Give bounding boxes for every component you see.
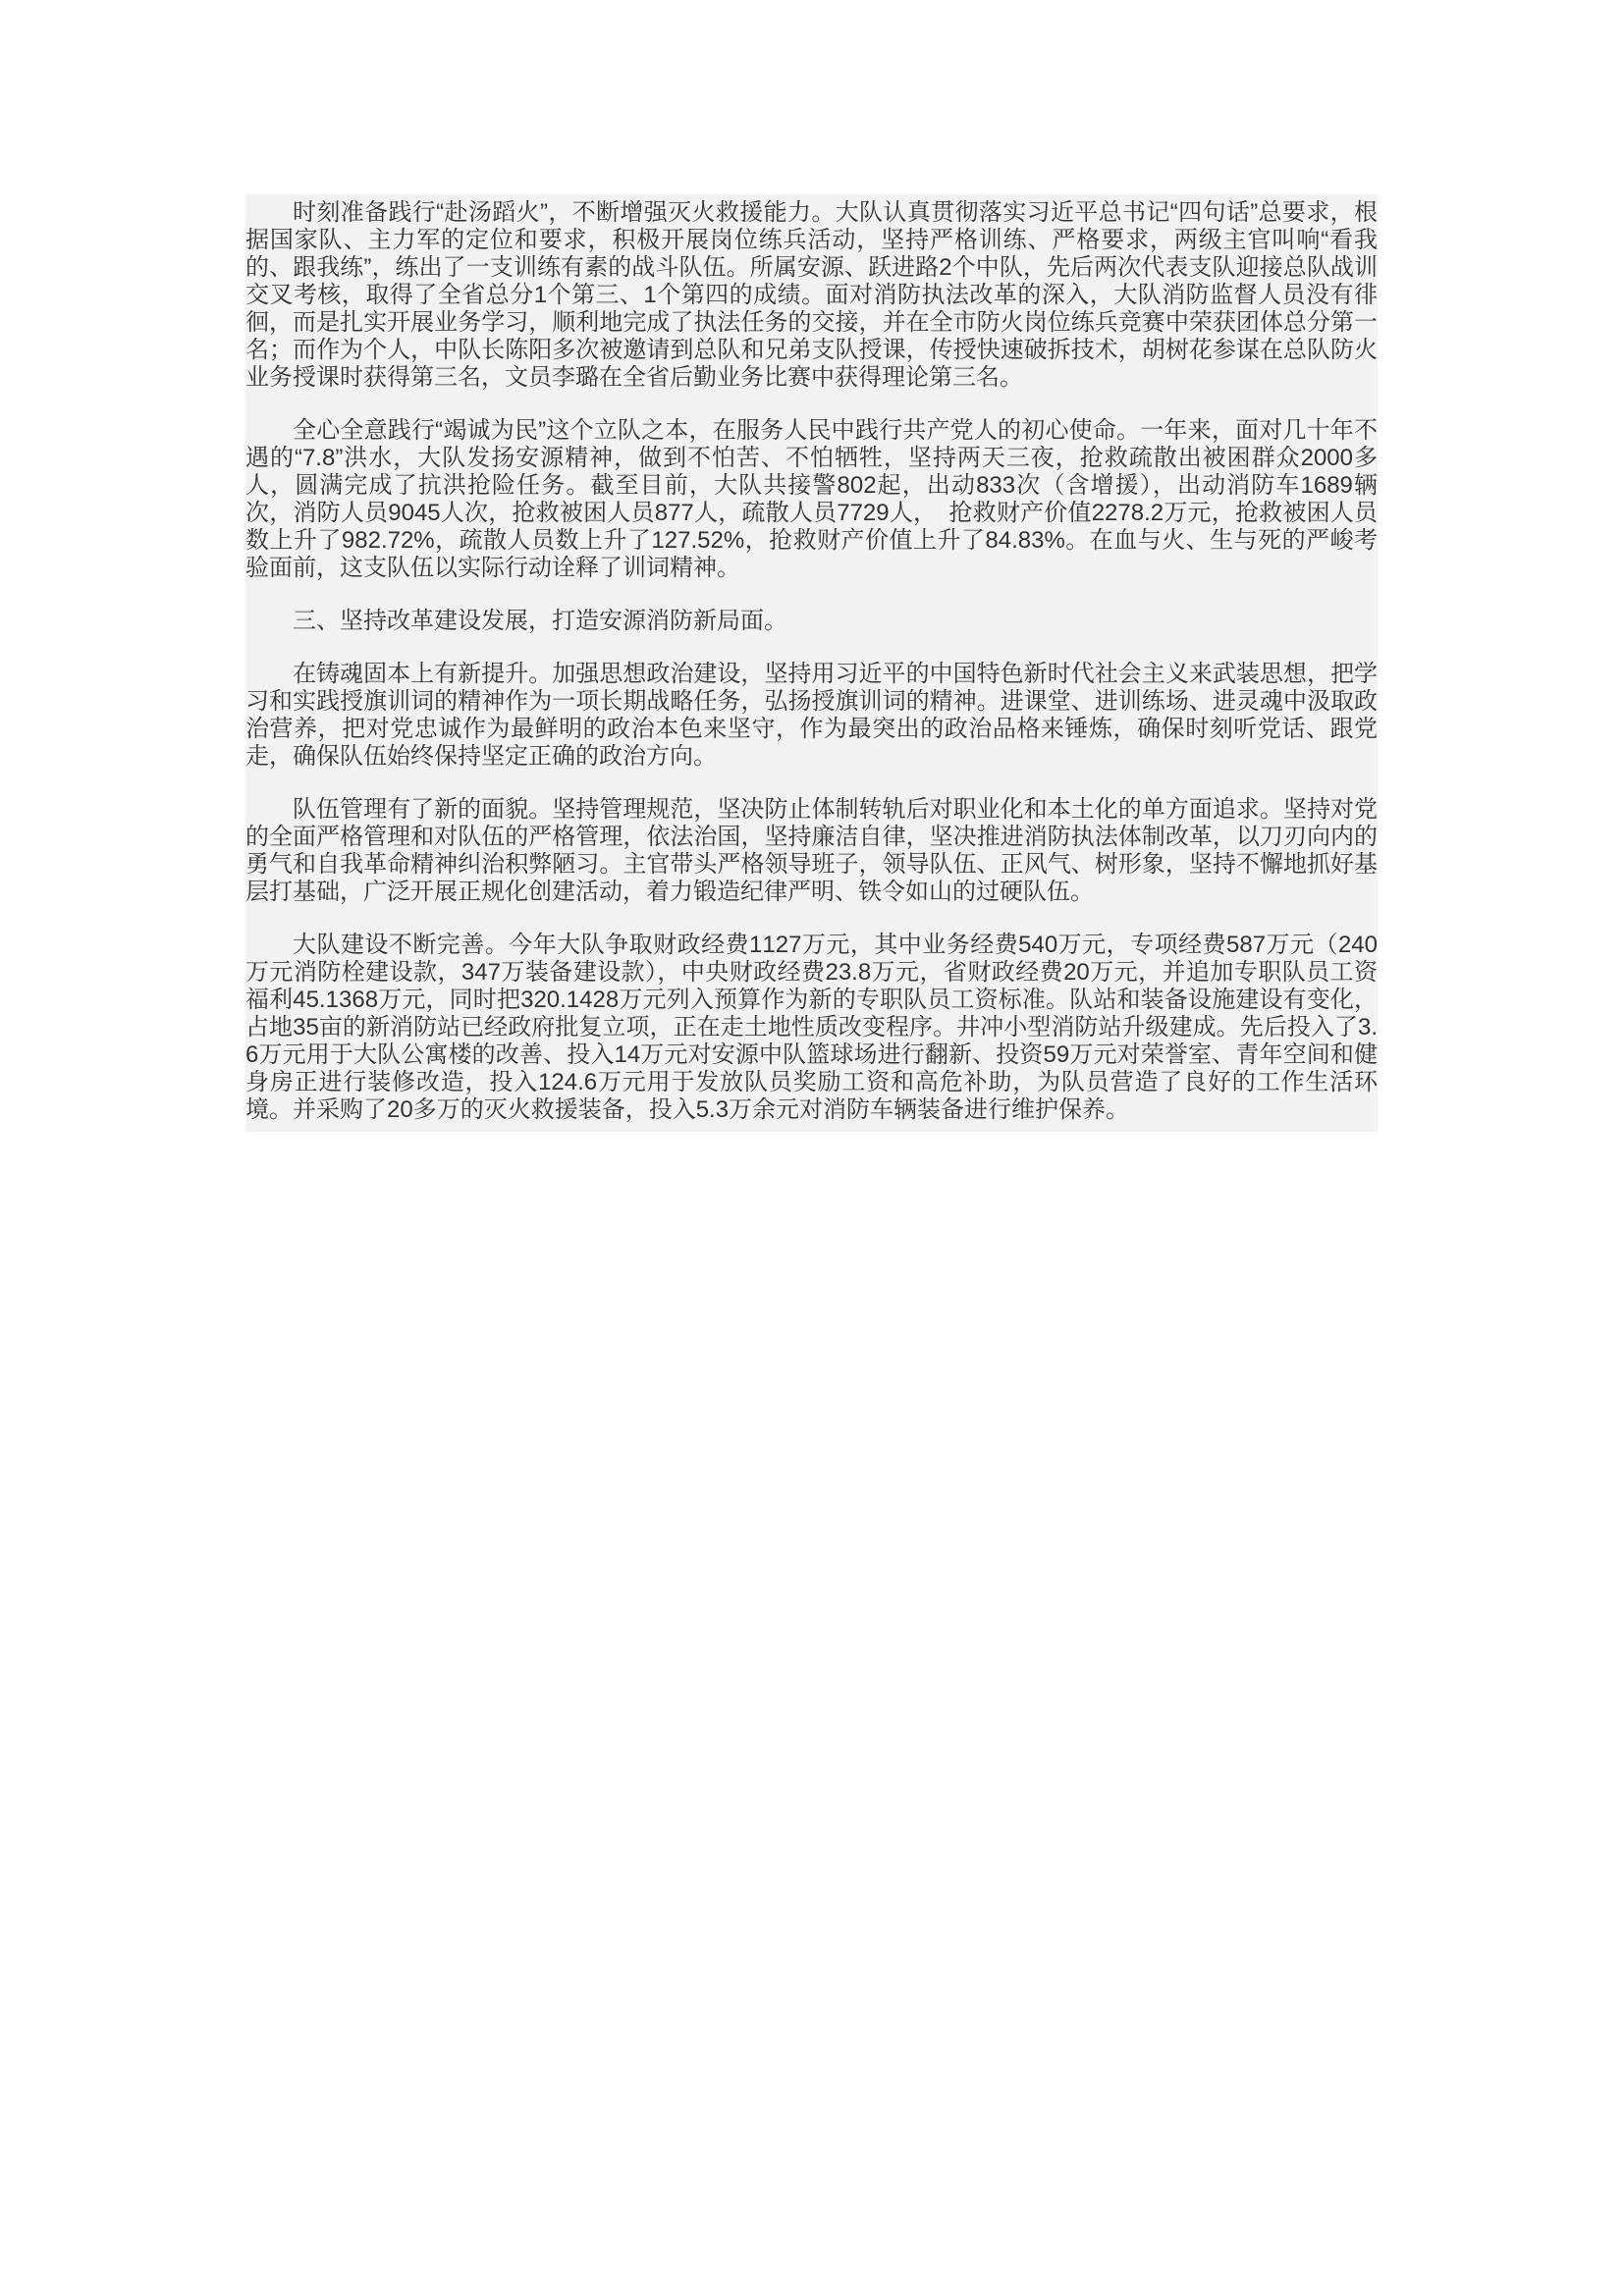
paragraph-1: 时刻准备践行“赴汤蹈火”，不断增强灭火救援能力。大队认真贯彻落实习近平总书记“四句话”总要求，根据国家队、主力军的定位和要求，积极开展岗位练兵活动，坚持严格训练、严格要求，两级主官叫响“看我的、跟我练”，练出了一支训练有素的战斗队伍。所属安源、跃进路2个中队，先后两次代表支队迎接总队战训交叉考核，取得了全省总分1个第三、1个第四的成绩。面对消防执法改革的深入，大队消防监督人员没有徘徊，而是扎实开展业务学习，顺利地完成了执法任务的交接，并在全市防火岗位练兵竞赛中荣获团体总分第一名；而作为个人，中队长陈阳多次被邀请到总队和兄弟支队授课，传授快速破拆技术，胡树花参谋在总队防火业务授课时获得第三名，文员李璐在全省后勤业务比赛中获得理论第三名。 [245, 199, 1378, 391]
paragraph-4: 在铸魂固本上有新提升。加强思想政治建设，坚持用习近平的中国特色新时代社会主义来武装思想，把学习和实践授旗训词的精神作为一项长期战略任务，弘扬授旗训词的精神。进课堂、进训练场、进灵魂中汲取政治营养，把对党忠诚作为最鲜明的政治本色来坚守，作为最突出的政治品格来锤炼，确保时刻听党话、跟党走，确保队伍始终保持坚定正确的政治方向。 [245, 661, 1378, 770]
paragraph-5: 队伍管理有了新的面貌。坚持管理规范，坚决防止体制转轨后对职业化和本土化的单方面追求。坚持对党的全面严格管理和对队伍的严格管理，依法治国，坚持廉洁自律，坚决推进消防执法体制改革，以刀刃向内的勇气和自我革命精神纠治积弊陋习。主官带头严格领导班子，领导队伍、正风气、树形象，坚持不懈地抓好基层打基础，广泛开展正规化创建活动，着力锻造纪律严明、铁令如山的过硬队伍。 [245, 796, 1378, 905]
section-heading: 三、坚持改革建设发展，打造安源消防新局面。 [293, 608, 787, 634]
paragraph-2: 全心全意践行“竭诚为民”这个立队之本，在服务人民中践行共产党人的初心使命。一年来，面对几十年不遇的“7.8”洪水，大队发扬安源精神，做到不怕苦、不怕牺牲，坚持两天三夜，抢救疏散出被困群众2000多人，圆满完成了抗洪抢险任务。截至目前，大队共接警802起，出动833次（含增援），出动消防车1689辆次，消防人员9045人次，抢救被困人员877人，疏散人员7729人， 抢救财产价值2278.2万元，抢救被困人员数上升了982.72%，疏散人员数上升了127.52%，抢救财产价值上升了84.83%。在血与火、生与死的严峻考验面前，这支队伍以实际行动诠释了训词精神。 [245, 417, 1378, 581]
document-text-block [245, 194, 1378, 1132]
paragraph-6: 大队建设不断完善。今年大队争取财政经费1127万元，其中业务经费540万元，专项经费587万元（240万元消防栓建设款，347万装备建设款），中央财政经费23.8万元，省财政经费20万元，并追加专职队员工资福利45.1368万元，同时把320.1428万元列入预算作为新的专职队员工资标准。队站和装备设施建设有变化，占地35亩的新消防站已经政府批复立项，正在走土地性质改变程序。井冲小型消防站升级建成。先后投入了3.6万元用于大队公寓楼的改善、投入14万元对安源中队篮球场进行翻新、投资59万元对荣誉室、青年空间和健身房正进行装修改造，投入124.6万元用于发放队员奖励工资和高危补助，为队员营造了良好的工作生活环境。并采购了20多万的灭火救援装备，投入5.3万余元对消防车辆装备进行维护保养。 [245, 932, 1378, 1123]
